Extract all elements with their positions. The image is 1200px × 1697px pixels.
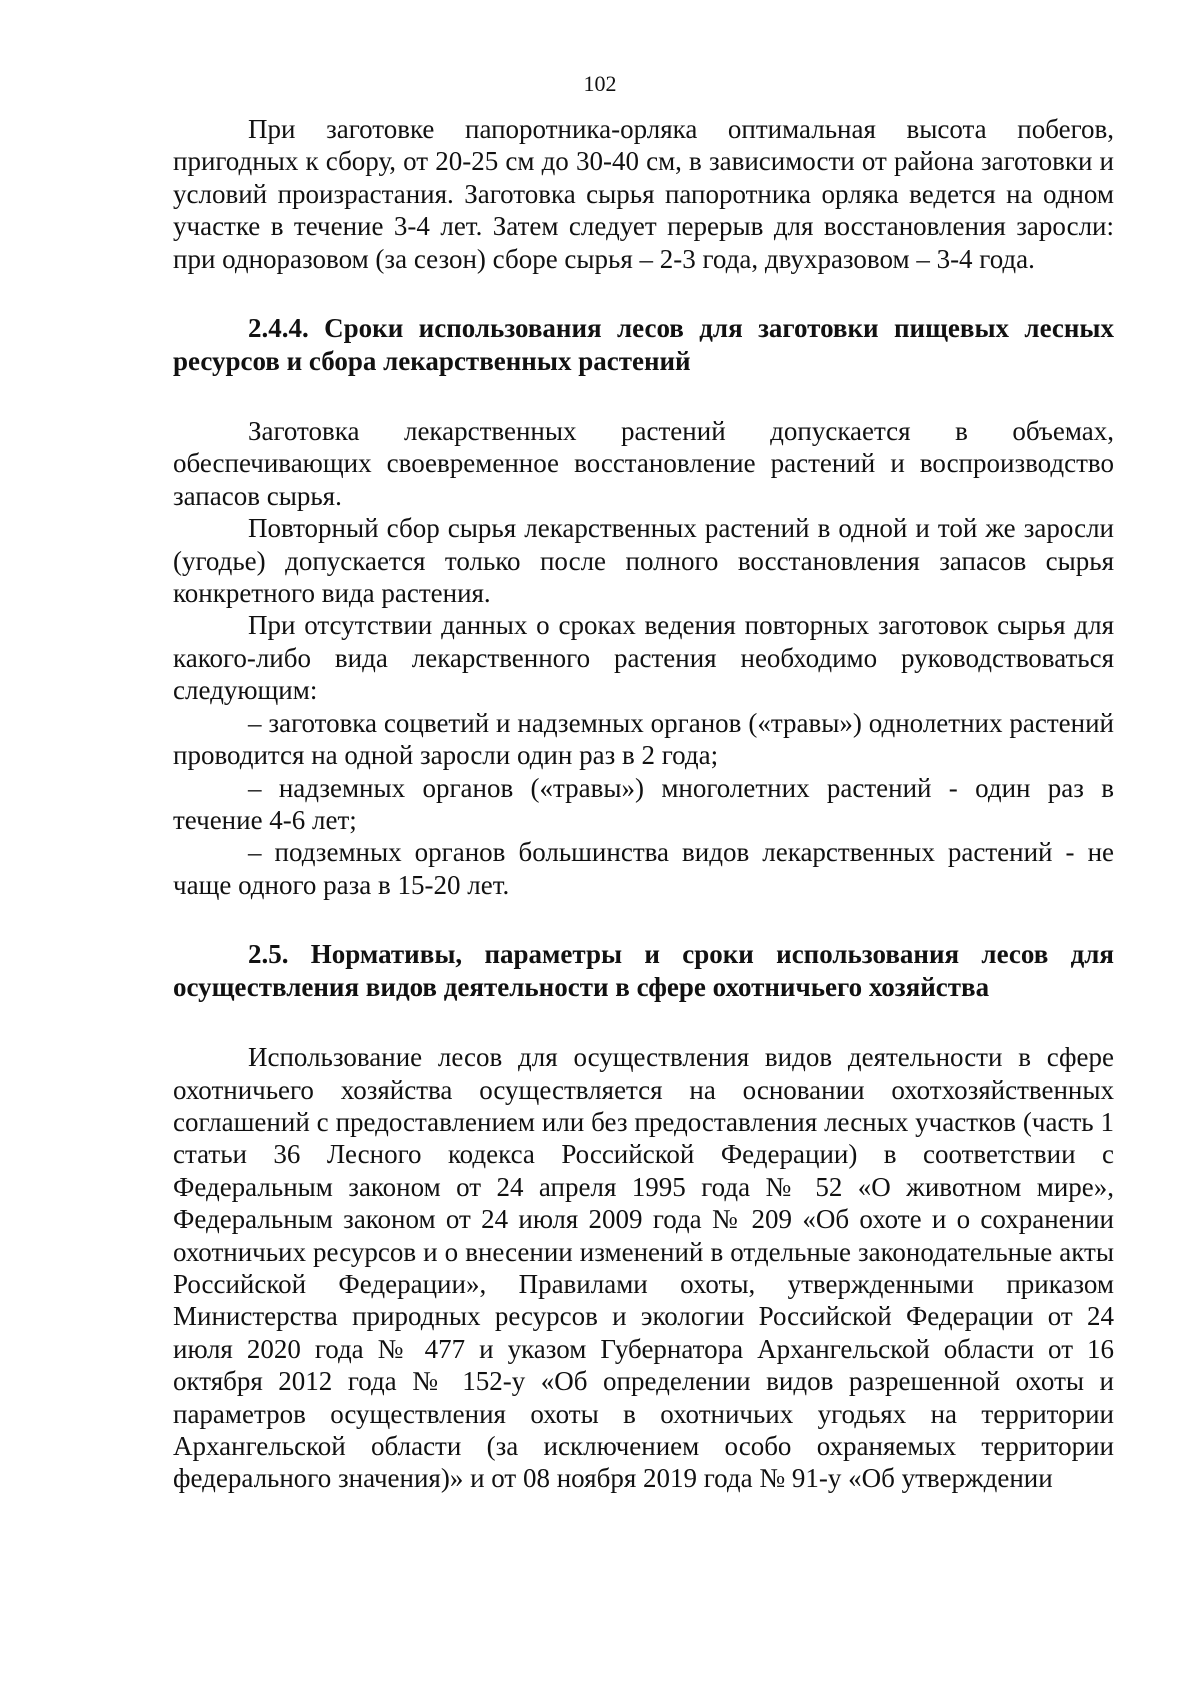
- list-item-annual-plants: – заготовка соцветий и надземных органов («травы») однолетних растений проводится на одной заросли один раз в 2 года;: [173, 707, 1114, 771]
- page-content: [173, 113, 1114, 1495]
- section-heading-2-4-4: 2.4.4. Сроки использования лесов для заготовки пищевых лесных ресурсов и сбора лекарственных растений: [173, 313, 1114, 377]
- paragraph-no-data: При отсутствии данных о сроках ведения повторных заготовок сырья для какого-либо вида лекарственного растения необходимо руководствоваться следующим:: [173, 610, 1114, 706]
- paragraph-fern-harvest: При заготовке папоротника-орляка оптимальная высота побегов, пригодных к сбору, от 20-25 см до 30-40 см, в зависимости от района заготовки и условий произрастания. Заготовка сырья папоротника орляка ведется на одном участке в течение 3-4 лет. Затем следует перерыв для восстановления заросли: при одноразовом (за сезон) сборе сырья – 2-3 года, двухразовом – 3-4 года.: [173, 114, 1114, 274]
- list-item-perennial-plants: – надземных органов («травы») многолетних растений - один раз в течение 4-6 лет;: [173, 772, 1114, 835]
- paragraph-repeat-collection: Повторный сбор сырья лекарственных растений в одной и той же заросли (угодье) допускается только после полного восстановления запасов сырья конкретного вида растения.: [173, 513, 1114, 609]
- list-item-underground-organs: – подземных органов большинства видов лекарственных растений - не чаще одного раза в 15-20 лет.: [173, 837, 1114, 900]
- paragraph-medicinal-volume: Заготовка лекарственных растений допускается в объемах, обеспечивающих своевременное восстановление растений и воспроизводство запасов сырья.: [173, 416, 1114, 511]
- section-heading-2-5: 2.5. Нормативы, параметры и сроки использования лесов для осуществления видов деятельности в сфере охотничьего хозяйства: [173, 939, 1114, 1003]
- paragraph-hunting-use: Использование лесов для осуществления видов деятельности в сфере охотничьего хозяйства осуществляется на основании охотхозяйственных соглашений с предоставлением или без предоставления лесных участков (часть 1 статьи 36 Лесного кодекса Российской Федерации) в соответствии с Федеральным законом от 24 апреля 1995 года № 52 «О животном мире», Федеральным законом от 24 июля 2009 года № 209 «Об охоте и о сохранении охотничьих ресурсов и о внесении изменений в отдельные законодательные акты Российской Федерации», Правилами охоты, утвержденными приказом Министерства природных ресурсов и экологии Российской Федерации от 24 июля 2020 года № 477 и указом Губернатора Архангельской области от 16 октября 2012 года № 152-у «Об определении видов разрешенной охоты и параметров осуществления охоты в охотничьих угодьях на территории Архангельской области (за исключением особо охраняемых территории федерального значения)» и от 08 ноября 2019 года № 91-у «Об утверждении: [173, 1042, 1114, 1494]
- page-number: 102: [583, 71, 617, 96]
